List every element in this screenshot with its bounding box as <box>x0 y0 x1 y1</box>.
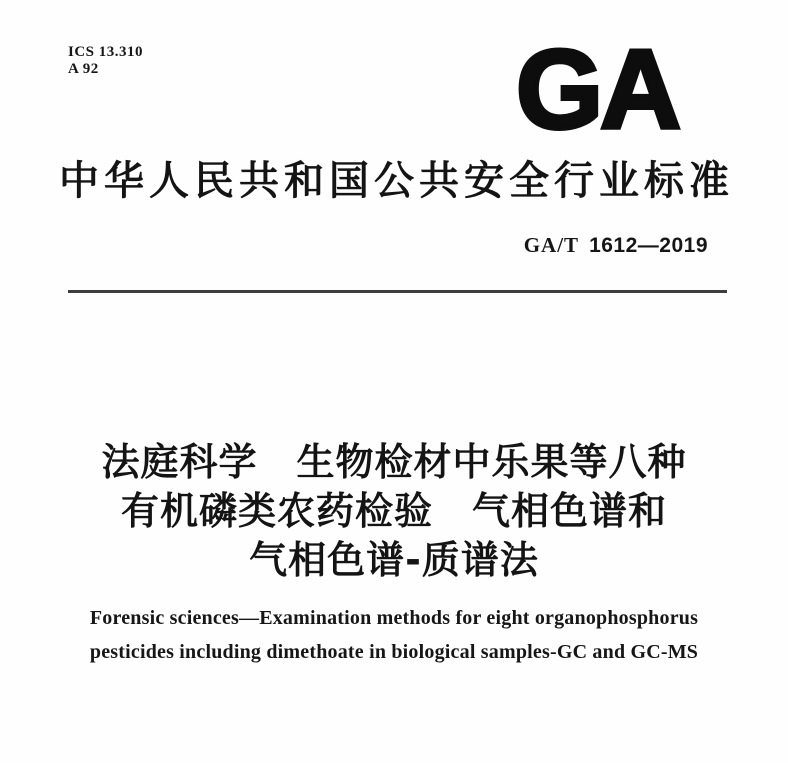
standard-number <box>524 233 708 258</box>
header-divider <box>68 290 727 293</box>
ccs-code: A 92 <box>68 61 99 77</box>
ics-code: ICS 13.310 <box>68 44 144 60</box>
document-title <box>0 438 788 585</box>
subtitle-line-1: Forensic sciences—Examination methods for eight organophosphorus <box>89 607 699 629</box>
title-line-3: 气相色谱-质谱法 <box>249 538 539 582</box>
title-line-2: 有机磷类农药检验 气相色谱和 <box>120 489 667 533</box>
document-subtitle-english <box>0 601 788 669</box>
ics-classification-block <box>68 44 143 78</box>
subtitle-line-2: pesticides including dimethoate in biological samples-GC and GC-MS <box>89 641 699 663</box>
standard-number-prefix: GA/T <box>523 233 580 257</box>
standard-heading: 中华人民共和国公共安全行业标准 <box>59 158 734 204</box>
title-line-1: 法庭科学 生物检材中乐果等八种 <box>101 440 687 484</box>
ga-logo: GA <box>516 27 678 152</box>
standard-number-value: 1612—2019 <box>589 234 708 257</box>
